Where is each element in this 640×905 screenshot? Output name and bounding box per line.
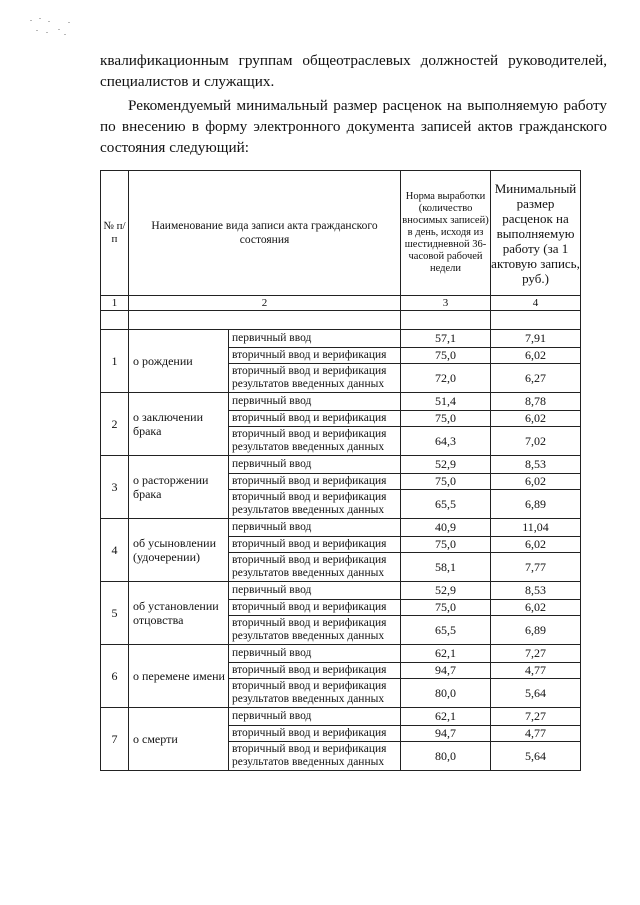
colnum-1: 1 xyxy=(101,296,129,311)
act-type: о перемене имени xyxy=(129,645,229,708)
norm-value: 40,9 xyxy=(401,519,491,537)
colnum-3: 3 xyxy=(401,296,491,311)
rate-value: 4,77 xyxy=(491,663,581,679)
header-row xyxy=(101,171,581,296)
scan-specks xyxy=(30,18,76,44)
norm-value: 80,0 xyxy=(401,679,491,708)
table-row xyxy=(101,456,581,474)
rates-table xyxy=(100,170,581,771)
operation: первичный ввод xyxy=(229,708,401,726)
rate-value: 6,02 xyxy=(491,411,581,427)
rate-value: 7,77 xyxy=(491,553,581,582)
operation: вторичный ввод и верификация xyxy=(229,726,401,742)
norm-value: 80,0 xyxy=(401,742,491,771)
operation: первичный ввод xyxy=(229,645,401,663)
operation: вторичный ввод и верификация xyxy=(229,348,401,364)
norm-value: 65,5 xyxy=(401,616,491,645)
rate-value: 6,02 xyxy=(491,537,581,553)
norm-value: 52,9 xyxy=(401,582,491,600)
rate-value: 6,27 xyxy=(491,364,581,393)
rate-value: 5,64 xyxy=(491,679,581,708)
operation: вторичный ввод и верификация результатов введенных данных xyxy=(229,364,401,393)
header-name: Наименование вида записи акта гражданского состояния xyxy=(129,171,401,296)
rate-value: 6,02 xyxy=(491,348,581,364)
norm-value: 62,1 xyxy=(401,645,491,663)
norm-value: 64,3 xyxy=(401,427,491,456)
table-row xyxy=(101,330,581,348)
operation: вторичный ввод и верификация результатов введенных данных xyxy=(229,490,401,519)
norm-value: 75,0 xyxy=(401,411,491,427)
operation: вторичный ввод и верификация результатов введенных данных xyxy=(229,742,401,771)
rate-value: 6,02 xyxy=(491,474,581,490)
rate-value: 8,53 xyxy=(491,582,581,600)
row-number: 4 xyxy=(101,519,129,582)
norm-value: 75,0 xyxy=(401,537,491,553)
act-type: о смерти xyxy=(129,708,229,771)
table-row xyxy=(101,708,581,726)
norm-value: 75,0 xyxy=(401,600,491,616)
intro-line xyxy=(100,50,607,92)
row-number: 5 xyxy=(101,582,129,645)
row-number: 3 xyxy=(101,456,129,519)
rate-value: 6,89 xyxy=(491,616,581,645)
header-norm: Норма выработки (количество вносимых записей) в день, исходя из шестидневной 36-часовой рабочей недели xyxy=(401,171,491,296)
rate-value: 8,53 xyxy=(491,456,581,474)
norm-value: 51,4 xyxy=(401,393,491,411)
operation: вторичный ввод и верификация xyxy=(229,537,401,553)
colnum-2: 2 xyxy=(129,296,401,311)
rate-value: 7,27 xyxy=(491,708,581,726)
act-type: о рождении xyxy=(129,330,229,393)
norm-value: 62,1 xyxy=(401,708,491,726)
header-num: № п/п xyxy=(101,171,129,296)
operation: первичный ввод xyxy=(229,519,401,537)
operation: первичный ввод xyxy=(229,456,401,474)
table-row xyxy=(101,645,581,663)
rate-value: 7,27 xyxy=(491,645,581,663)
rate-value: 7,91 xyxy=(491,330,581,348)
operation: вторичный ввод и верификация результатов введенных данных xyxy=(229,553,401,582)
operation: первичный ввод xyxy=(229,330,401,348)
norm-value: 72,0 xyxy=(401,364,491,393)
norm-value: 52,9 xyxy=(401,456,491,474)
spacer-row xyxy=(101,311,581,330)
norm-value: 75,0 xyxy=(401,474,491,490)
rate-value: 11,04 xyxy=(491,519,581,537)
rate-value: 6,89 xyxy=(491,490,581,519)
norm-value: 57,1 xyxy=(401,330,491,348)
operation: первичный ввод xyxy=(229,582,401,600)
colnum-4: 4 xyxy=(491,296,581,311)
operation: вторичный ввод и верификация xyxy=(229,663,401,679)
rate-value: 5,64 xyxy=(491,742,581,771)
act-type: о заключении брака xyxy=(129,393,229,456)
norm-value: 94,7 xyxy=(401,726,491,742)
operation: вторичный ввод и верификация xyxy=(229,474,401,490)
operation: вторичный ввод и верификация xyxy=(229,600,401,616)
operation: вторичный ввод и верификация xyxy=(229,411,401,427)
row-number: 6 xyxy=(101,645,129,708)
table-row xyxy=(101,519,581,537)
norm-value: 58,1 xyxy=(401,553,491,582)
table-row xyxy=(101,582,581,600)
row-number: 2 xyxy=(101,393,129,456)
intro-paragraph xyxy=(100,95,607,158)
act-type: о расторжении брака xyxy=(129,456,229,519)
rate-value: 4,77 xyxy=(491,726,581,742)
intro-text-2: Рекомендуемый минимальный размер расценок на выполняемую работу по внесению в форму электронного документа записей актов гражданского состояния следующий: xyxy=(100,97,607,156)
rate-value: 6,02 xyxy=(491,600,581,616)
row-number: 7 xyxy=(101,708,129,771)
operation: вторичный ввод и верификация результатов введенных данных xyxy=(229,616,401,645)
norm-value: 75,0 xyxy=(401,348,491,364)
rate-value: 8,78 xyxy=(491,393,581,411)
norm-value: 94,7 xyxy=(401,663,491,679)
operation: вторичный ввод и верификация результатов введенных данных xyxy=(229,679,401,708)
norm-value: 65,5 xyxy=(401,490,491,519)
table-row xyxy=(101,393,581,411)
header-rate: Минимальный размер расценок на выполняемую работу (за 1 актовую запись, руб.) xyxy=(491,171,581,296)
operation: вторичный ввод и верификация результатов введенных данных xyxy=(229,427,401,456)
column-number-row xyxy=(101,296,581,311)
rate-value: 7,02 xyxy=(491,427,581,456)
intro-text-1: квалификационным группам общеотраслевых должностей руководителей, специалистов и служащих. xyxy=(100,52,607,90)
act-type: об усыновлении (удочерении) xyxy=(129,519,229,582)
act-type: об установлении отцовства xyxy=(129,582,229,645)
operation: первичный ввод xyxy=(229,393,401,411)
row-number: 1 xyxy=(101,330,129,393)
